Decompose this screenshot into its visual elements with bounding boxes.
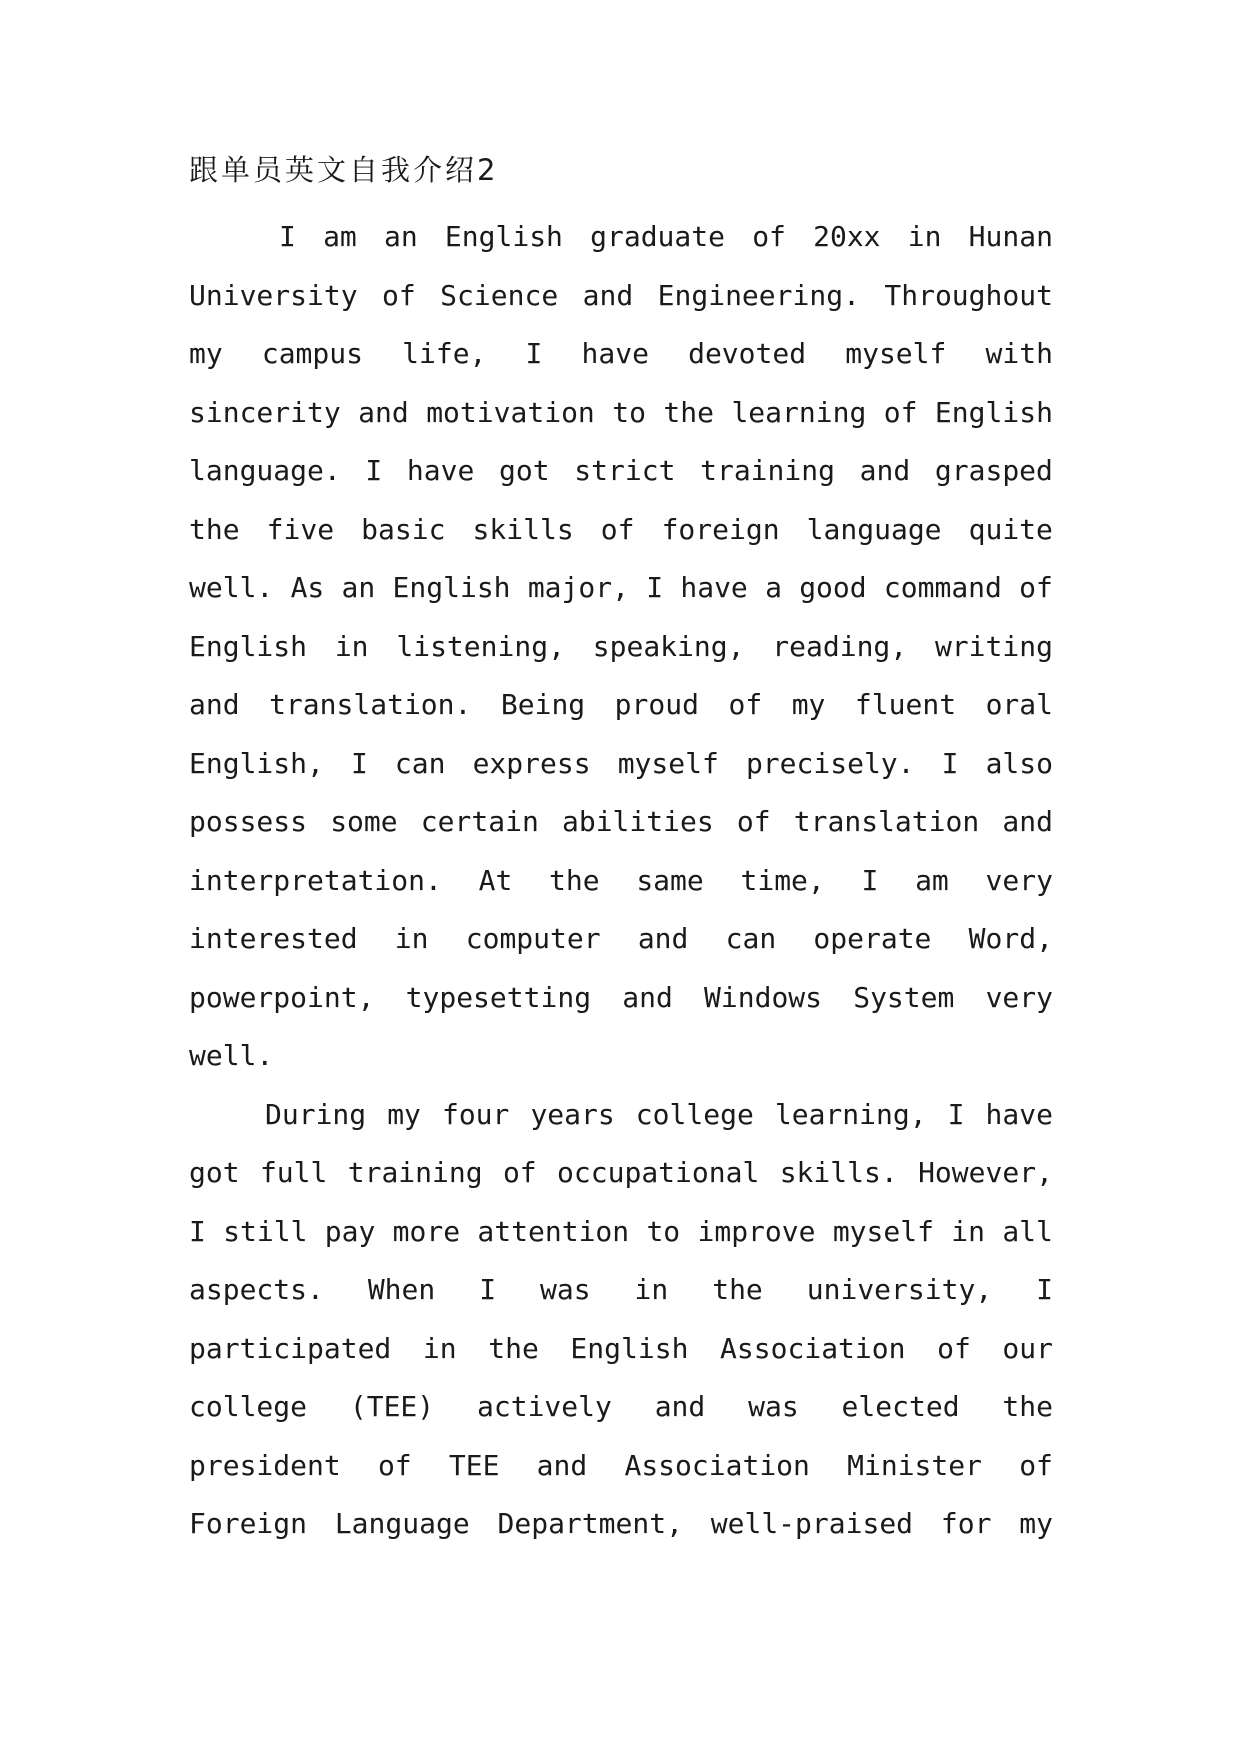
text-line: possess some certain abilities of translation and: [189, 805, 1053, 838]
text-line: English in listening, speaking, reading, writing: [189, 629, 1053, 663]
text-line: the five basic skills of foreign language quite: [189, 512, 1053, 546]
text-line: participated in the English Association of our: [189, 1331, 1053, 1365]
text-line: I am an English graduate of 20xx in Hunan: [279, 220, 1053, 253]
text-line: English, I can express myself precisely. I also: [189, 746, 1053, 780]
text-line: powerpoint, typesetting and Windows System very: [189, 980, 1053, 1014]
text-line: well. As an English major, I have a good command of: [189, 571, 1053, 604]
paragraph-1: [189, 208, 1053, 1086]
document-title: 跟单员英文自我介绍2: [189, 153, 499, 187]
text-line: interested in computer and can operate Word,: [189, 922, 1053, 955]
text-line: language. I have got strict training and grasped: [189, 454, 1053, 487]
document-page: [189, 150, 1053, 1554]
text-line: president of TEE and Association Minister of: [189, 1448, 1053, 1482]
text-line: University of Science and Engineering. Throughout: [189, 278, 1053, 312]
text-line: During my four years college learning, I have: [265, 1097, 1053, 1131]
text-line: I still pay more attention to improve myself in all: [189, 1214, 1053, 1248]
text-line: my campus life, I have devoted myself with: [189, 337, 1053, 370]
text-line: aspects. When I was in the university, I: [189, 1273, 1053, 1306]
paragraph-2: [189, 1086, 1053, 1554]
text-line: sincerity and motivation to the learning of English: [189, 395, 1053, 429]
text-line: well.: [189, 1039, 274, 1072]
text-line: Foreign Language Department, well-praised for my: [189, 1507, 1053, 1540]
text-line: got full training of occupational skills. However,: [189, 1156, 1053, 1189]
text-line: and translation. Being proud of my fluent oral: [189, 688, 1053, 721]
text-line: interpretation. At the same time, I am very: [189, 863, 1053, 897]
text-line: college (TEE) actively and was elected the: [189, 1390, 1053, 1423]
